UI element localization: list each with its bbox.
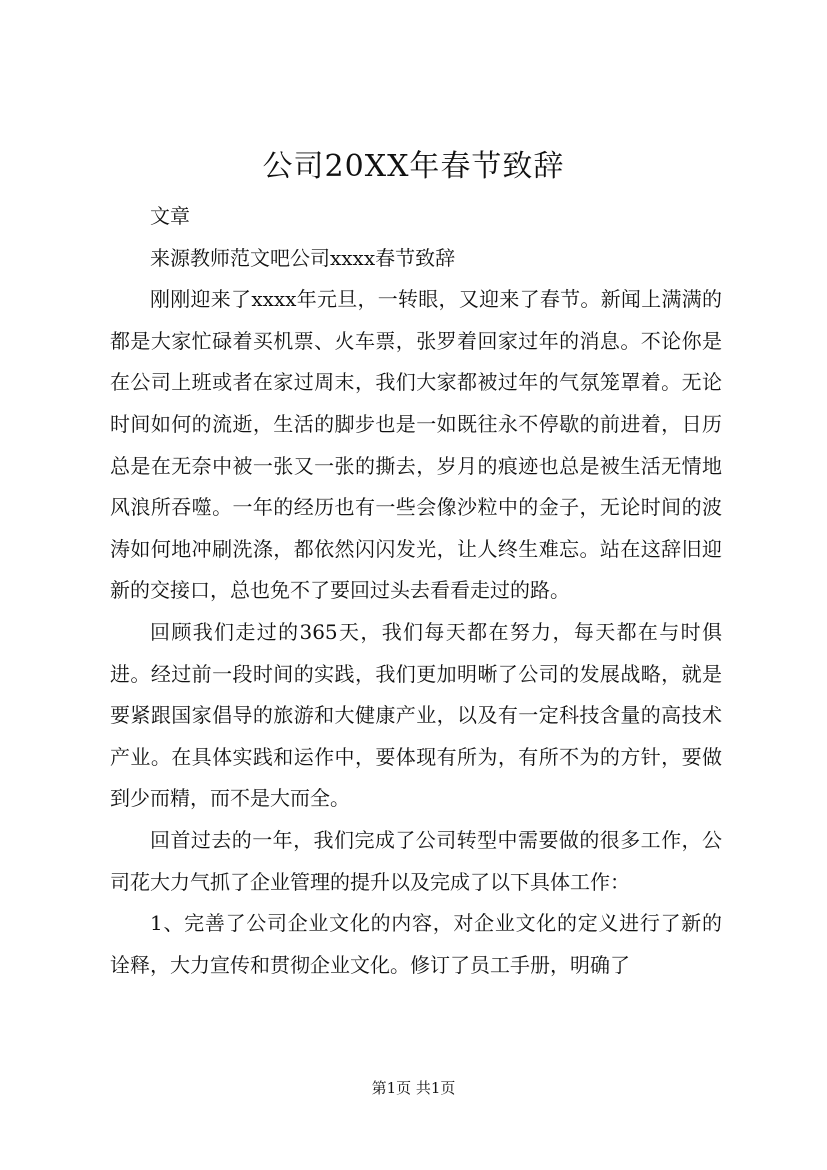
document-body xyxy=(110,196,722,986)
paragraph-item-1: 1、完善了公司企业文化的内容，对企业文化的定义进行了新的诠释，大力宣传和贯彻企业文化。修订了员工手册，明确了 xyxy=(110,911,722,977)
paragraph-summary: 回首过去的一年，我们完成了公司转型中需要做的很多工作，公司花大力气抓了企业管理的提升以及完成了以下具体工作： xyxy=(110,827,722,894)
page-footer: 第1页 共1页 xyxy=(371,1079,456,1097)
paragraph-category: 文章 xyxy=(150,204,190,228)
paragraph-source: 来源教师范文吧公司xxxx春节致辞 xyxy=(150,245,456,270)
paragraph-opening: 刚刚迎来了xxxx年元旦，一转眼，又迎来了春节。新闻上满满的都是大家忙碌着买机票、火车票，张罗着回家过年的消息。不论你是在公司上班或者在家过周末，我们大家都被过年的气氛笼罩着。无论时间如何的流逝，生活的脚步也是一如既往永不停歇的前进着，日历总是在无奈中被一张又一张的撕去，岁月的痕迹也总是被生活无情地风浪所吞噬。一年的经历也有一些会像沙粒中的金子，无论时间的波涛如何地冲刷洗涤，都依然闪闪发光，让人终生难忘。站在这辞旧迎新的交接口，总也免不了要回过头去看看走过的路。 xyxy=(110,287,722,603)
document-title: 公司20XX年春节致辞 xyxy=(262,149,565,184)
paragraph-review: 回顾我们走过的365天，我们每天都在努力，每天都在与时俱进。经过前一段时间的实践，我们更加明晰了公司的发展战略，就是要紧跟国家倡导的旅游和大健康产业，以及有一定科技含量的高技术产业。在具体实践和运作中，要体现有所为，有所不为的方针，要做到少而精，而不是大而全。 xyxy=(110,619,722,811)
